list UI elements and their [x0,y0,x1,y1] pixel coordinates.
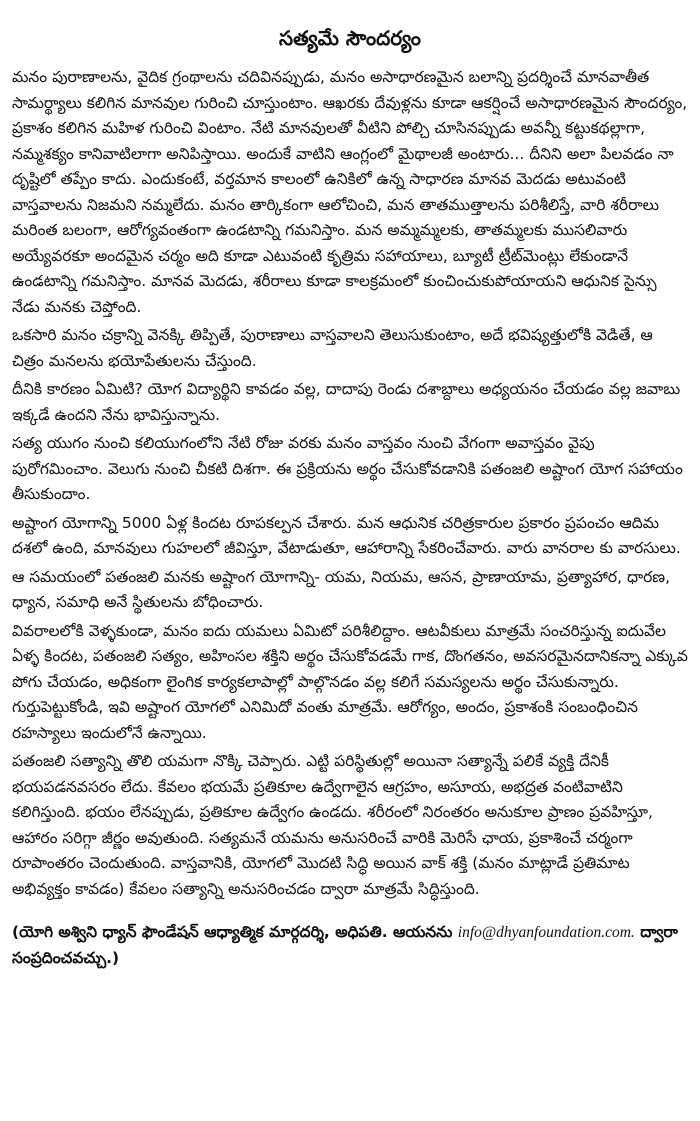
paragraph-eight-limbs: ఆ సమయంలో పతంజలి మనకు అష్టాంగ యోగాన్ని- యమ, నియమ, ఆసన, ప్రాణాయామ, ప్రత్యాహార, ధారణ, ధ్యాన, సమాధి అనే స్థితులను బోధించారు. [12,567,671,611]
article-title: సత్యమే సౌందర్యం [279,26,421,50]
paragraph-wheel: ఒకసారి మనం చక్రాన్ని వెనక్కి తిప్పితే, పురాణాలు వాస్తవాలని తెలుసుకుంటాం, అదే భవిష్యత్తులోకి వెడితే, ఆ చిత్రం మనలను భయోపేతులను చేస్తుంది. [12,326,653,370]
footer-text-before: (యోగి అశ్విని ధ్యాన్ ఫౌండేషన్ ఆధ్యాత్మిక మార్గదర్శి, అధిపతి. ఆయనను [12,923,458,941]
paragraph-intro: మనం పురాణాలను, వైదిక గ్రంథాలను చదివినప్పుడు, మనం అసాధారణమైన బలాన్ని ప్రదర్శించే మానవాతీత సామర్థ్యాలు కలిగిన మానవుల గురించి చూస్తుంటాం. ఆఖరకు దేవుళ్లను కూడా ఆకర్షించే అసాధారణమైన సౌందర్యం, ప్రకాశం కలిగిన మహిళ గురించి వింటాం. నేటి మానవులతో వీటిని పోల్చి చూసినప్పుడు అవన్నీ కట్టుకథల్లాగా, నమ్మశక్యం కానివాటిలాగా అనిపిస్తాయి. అందుకే వాటిని ఆంగ్లంలో మైథాలజీ అంటారు... దీనిని అలా పిలవడం నా దృష్టిలో తప్పేం కాదు. ఎందుకంటే, వర్తమాన కాలంలో ఉనికిలో ఉన్న సాధారణ మానవ మెదడు అటువంటి వాస్తవాలను నిజమని నమ్మలేదు. మనం తార్కికంగా ఆలోచించి, మన తాతముత్తాలను పరిశీలిస్తే, వారి శరీరాలు మరింత బలంగా, ఆరోగ్యవంతంగా ఉండటాన్ని గమనిస్తాం. మన అమ్మమ్మలకు, తాతమ్మలకు ముసలివారు అయ్యేవరకూ అందమైన చర్మం అది కూడా ఎటువంటి కృత్రిమ సహాయాలు, బ్యూటీ ట్రీట్‌మెంట్లు లేకుండానే ఉండటాన్ని గమనిస్తాం. మానవ మెదడు, శరీరాలు కూడా కాలక్రమంలో కుంచించుకుపోయాయని ఆధునిక సైన్సు నేడు మనకు చెప్తోంది. [12,68,688,316]
paragraph-five-yamas: వివరాలలోకి వెళ్ళకుండా, మనం ఐదు యమలు ఏమిటో పరిశీలిద్దాం. ఆటవీకులు మాత్రమే సంచరిస్తున్న ఐదువేల ఏళ్ళ కిందట, పతంజలి సత్యం, అహింసల శక్తిని అర్థం చేసుకోవడమే గాక, దొంగతనం, అవసరమైనదానికన్నా ఎక్కువ పోగు చేయడం, అధికంగా లైంగిక కార్యకలాపాల్లో పాల్గొనడం వల్ల కలిగే సమస్యలను అర్థం చేసుకున్నారు. గుర్తుపెట్టుకోండి, ఇవి అష్టాంగ యోగలో ఎనిమిదో వంతు మాత్రమే. ఆరోగ్యం, అందం, ప్రకాశంకి సంబంధించిన రహస్యాలు ఇందులోనే ఉన్నాయి. [12,621,688,742]
article-body [12,65,688,902]
footer-text-after: ద్వారా సంప్రదించవచ్చు.) [12,923,678,967]
paragraph-ashtanga-origin: అష్టాంగ యోగాన్ని 5000 ఏళ్ల కిందట రూపకల్పన చేశారు. మన ఆధునిక చరిత్రకారుల ప్రకారం ప్రపంచం ఆదిమ దశలో ఉంది, మానవులు గుహలలో జీవిస్తూ, వేటాడుతూ, ఆహారాన్ని సేకరించేవారు. వారు వానరాల కు వారసులు. [12,513,681,557]
contact-email: info@dhyanfoundation.com. [457,924,635,941]
paragraph-truth: పతంజలి సత్యాన్ని తొలి యమగా నొక్కి చెప్పారు. ఎట్టి పరిస్థితుల్లో అయినా సత్యాన్నే పలికే వ్యక్తి దేనికీ భయపడనవసరం లేదు. కేవలం భయమే ప్రతికూల ఉద్వేగాలైన ఆగ్రహం, అసూయ, అభద్రత వంటివాటిని కలిగిస్తుంది. భయం లేనప్పుడు, ప్రతికూల ఉద్వేగం ఉండదు. శరీరంలో నిరంతరం అనుకూల ప్రాణం ప్రవహిస్తూ, ఆహారం సరిగ్గా జీర్ణం అవుతుంది. సత్యమనే యమను అనుసరించే వారికి మెరిసే ఛాయ, ప్రకాశించే చర్మంగా రూపాంతరం చెందుతుంది. వాస్తవానికి, యోగలో మొదటి సిద్ధి అయిన వాక్ శక్తి (మనం మాట్లాడే ప్రతిమాట అభివ్యక్తం కావడం) కేవలం సత్యాన్ని అనుసరించడం ద్వారా మాత్రమే సిద్ధిస్తుంది. [12,752,653,898]
paragraph-reason: దీనికి కారణం ఏమిటి? యోగ విద్యార్థిని కావడం వల్ల, దాదాపు రెండు దశాబ్దాలు అధ్యయనం చేయడం వల్ల జవాబు ఇక్కడే ఉందని నేను భావిస్తున్నాను. [12,380,681,424]
author-footer [12,920,688,971]
paragraph-satya-yuga: సత్య యుగం నుంచి కలియుగంలోని నేటి రోజు వరకు మనం వాస్తవం నుంచి వేగంగా అవాస్తవం వైపు పురోగమించాం. వెలుగు నుంచి చీకటి దిశగా. ఈ ప్రక్రియను అర్థం చేసుకోవడానికి పతంజలి అష్టాంగ యోగ సహాయం తీసుకుందాం. [12,434,683,503]
